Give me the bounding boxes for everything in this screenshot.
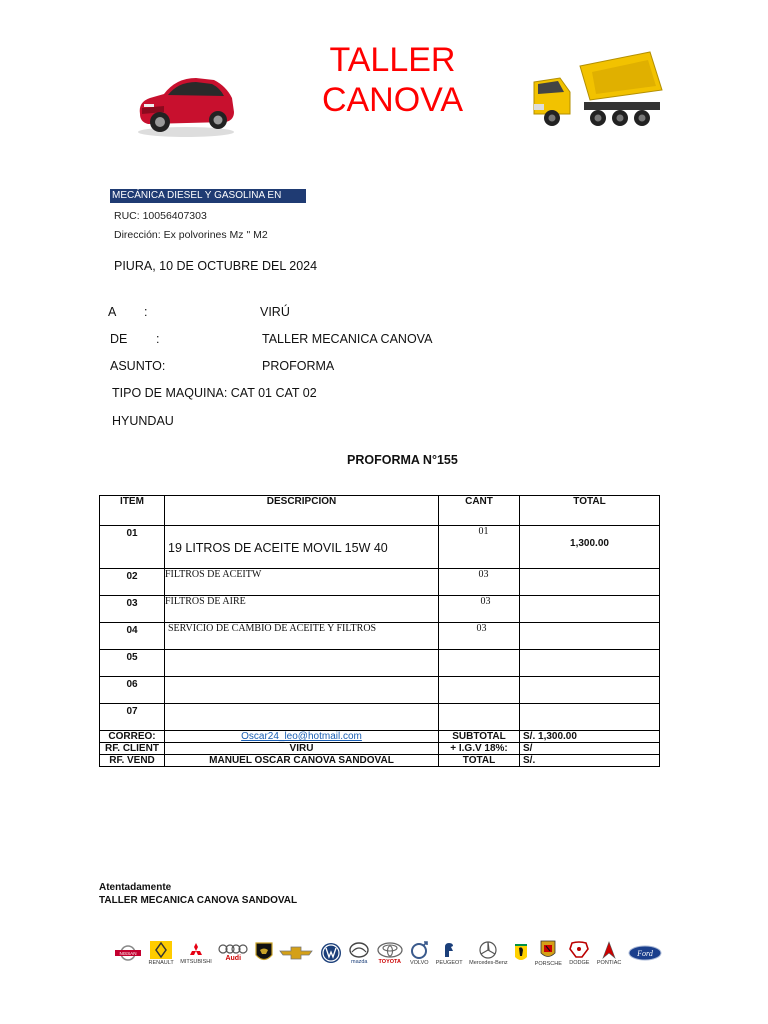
machine-type-text: TIPO DE MAQUINA: CAT 01 CAT 02 xyxy=(112,386,317,400)
client-label: RF. CLIENT xyxy=(100,743,165,755)
igv-label: + I.G.V 18%: xyxy=(439,743,520,755)
header-cant: CANT xyxy=(439,496,520,526)
cant-cell: 03 xyxy=(439,596,520,623)
total-label: TOTAL xyxy=(439,755,520,767)
cant-cell: 03 xyxy=(439,623,520,650)
business-banner: MECÁNICA DIESEL Y GASOLINA EN xyxy=(110,189,306,203)
email-link[interactable]: Oscar24_leo@hotmail.com xyxy=(241,731,362,742)
desc-cell xyxy=(165,526,439,569)
field-a-colon: : xyxy=(144,305,148,319)
correo-label: CORREO: xyxy=(100,731,165,743)
chevrolet-logo-icon xyxy=(279,946,313,960)
proforma-title: PROFORMA N°155 xyxy=(347,453,458,467)
table-header-row xyxy=(100,496,660,526)
item-cell: 07 xyxy=(100,704,165,731)
footer-row-client xyxy=(100,743,660,755)
table-row xyxy=(100,526,660,569)
ford-logo-icon xyxy=(628,945,662,961)
header-descripcion: DESCRIPCION xyxy=(165,496,439,526)
cant-cell xyxy=(439,704,520,731)
brand-logos-strip xyxy=(110,937,666,969)
header-total: TOTAL xyxy=(520,496,660,526)
total-cell xyxy=(520,596,660,623)
field-de-value: TALLER MECANICA CANOVA xyxy=(262,332,433,346)
vend-value: MANUEL OSCAR CANOVA SANDOVAL xyxy=(165,755,439,767)
total-cell xyxy=(520,650,660,677)
table-row xyxy=(100,650,660,677)
title-line-2: CANOVA xyxy=(321,81,464,119)
total-value: S/. xyxy=(520,755,660,767)
pontiac-logo-icon: PONTIAC xyxy=(597,941,621,966)
field-a-value: VIRÚ xyxy=(260,305,290,319)
ruc-text: RUC: 10056407303 xyxy=(114,210,207,222)
title-line-1: TALLER xyxy=(329,41,456,79)
svg-text:Ford: Ford xyxy=(636,949,653,958)
cant-cell xyxy=(439,677,520,704)
table-row xyxy=(100,677,660,704)
subtotal-label: SUBTOTAL xyxy=(439,731,520,743)
svg-text:NISSAN: NISSAN xyxy=(119,951,137,956)
item-cell: 02 xyxy=(100,569,165,596)
desc-cell: FILTROS DE ACEITW xyxy=(165,569,439,596)
field-asunto-label: ASUNTO: xyxy=(110,359,166,373)
footer-row-vend xyxy=(100,755,660,767)
audi-logo-icon: Audi xyxy=(218,944,248,962)
red-car-image xyxy=(134,68,238,140)
peugeot-logo-icon: PEUGEOT xyxy=(436,941,463,966)
table-row xyxy=(100,623,660,650)
proforma-table xyxy=(99,495,660,767)
item-cell: 01 xyxy=(100,526,165,569)
address-text: Dirección: Ex polvorines Mz " M2 xyxy=(114,229,268,241)
desc-cell xyxy=(165,677,439,704)
total-cell xyxy=(520,704,660,731)
date-text: PIURA, 10 DE OCTUBRE DEL 2024 xyxy=(114,259,318,273)
total-cell xyxy=(520,569,660,596)
volvo-logo-icon: VOLVO xyxy=(409,941,429,966)
footer-row-correo xyxy=(100,731,660,743)
closing-greeting: Atentadamente xyxy=(99,882,172,893)
desc-cell: FILTROS DE AIRE xyxy=(165,596,439,623)
closing-signature: TALLER MECANICA CANOVA SANDOVAL xyxy=(99,895,298,906)
dodge-logo-icon: DODGE xyxy=(568,941,590,966)
table-row xyxy=(100,704,660,731)
brand-text: HYUNDAU xyxy=(112,414,174,428)
table-row xyxy=(100,596,660,623)
desc-cell xyxy=(165,704,439,731)
dump-truck-image xyxy=(530,48,664,130)
desc-cell xyxy=(165,650,439,677)
mazda-logo-icon: mazda xyxy=(348,942,370,965)
total-cell xyxy=(520,623,660,650)
field-de-label: DE xyxy=(110,332,128,346)
item-cell: 05 xyxy=(100,650,165,677)
page-title xyxy=(250,40,535,120)
item-cell: 04 xyxy=(100,623,165,650)
item-cell: 06 xyxy=(100,677,165,704)
igv-value: S/ xyxy=(520,743,660,755)
total-cell xyxy=(520,677,660,704)
mitsubishi-logo-icon: MITSUBISHI xyxy=(180,942,211,965)
mercedes-logo-icon: Mercedes-Benz xyxy=(469,941,508,966)
total-cell: 1,300.00 xyxy=(520,526,660,569)
toyota-logo-icon: TOYOTA xyxy=(377,942,403,965)
client-value: VIRU xyxy=(165,743,439,755)
porsche-logo-icon: PORSCHE xyxy=(535,940,562,967)
desc-cell: SERVICIO DE CAMBIO DE ACEITE Y FILTROS xyxy=(165,623,439,650)
item-cell: 03 xyxy=(100,596,165,623)
table-row xyxy=(100,569,660,596)
cant-cell: 01 xyxy=(439,526,520,569)
cant-cell xyxy=(439,650,520,677)
field-asunto-value: PROFORMA xyxy=(262,359,335,373)
ferrari-logo-icon xyxy=(514,943,528,963)
header-item: ITEM xyxy=(100,496,165,526)
desc-text: 19 LITROS DE ACEITE MOVIL 15W 40 xyxy=(168,541,388,555)
volkswagen-logo-icon xyxy=(320,942,342,964)
lamborghini-logo-icon xyxy=(255,942,273,964)
renault-logo-icon: RENAULT xyxy=(149,941,174,966)
vend-label: RF. VEND xyxy=(100,755,165,767)
field-de-colon: : xyxy=(156,332,160,346)
nissan-logo-icon xyxy=(114,945,142,961)
field-a-label: A xyxy=(108,305,117,319)
correo-cell xyxy=(165,731,439,743)
subtotal-value: S/. 1,300.00 xyxy=(520,731,660,743)
cant-cell: 03 xyxy=(439,569,520,596)
